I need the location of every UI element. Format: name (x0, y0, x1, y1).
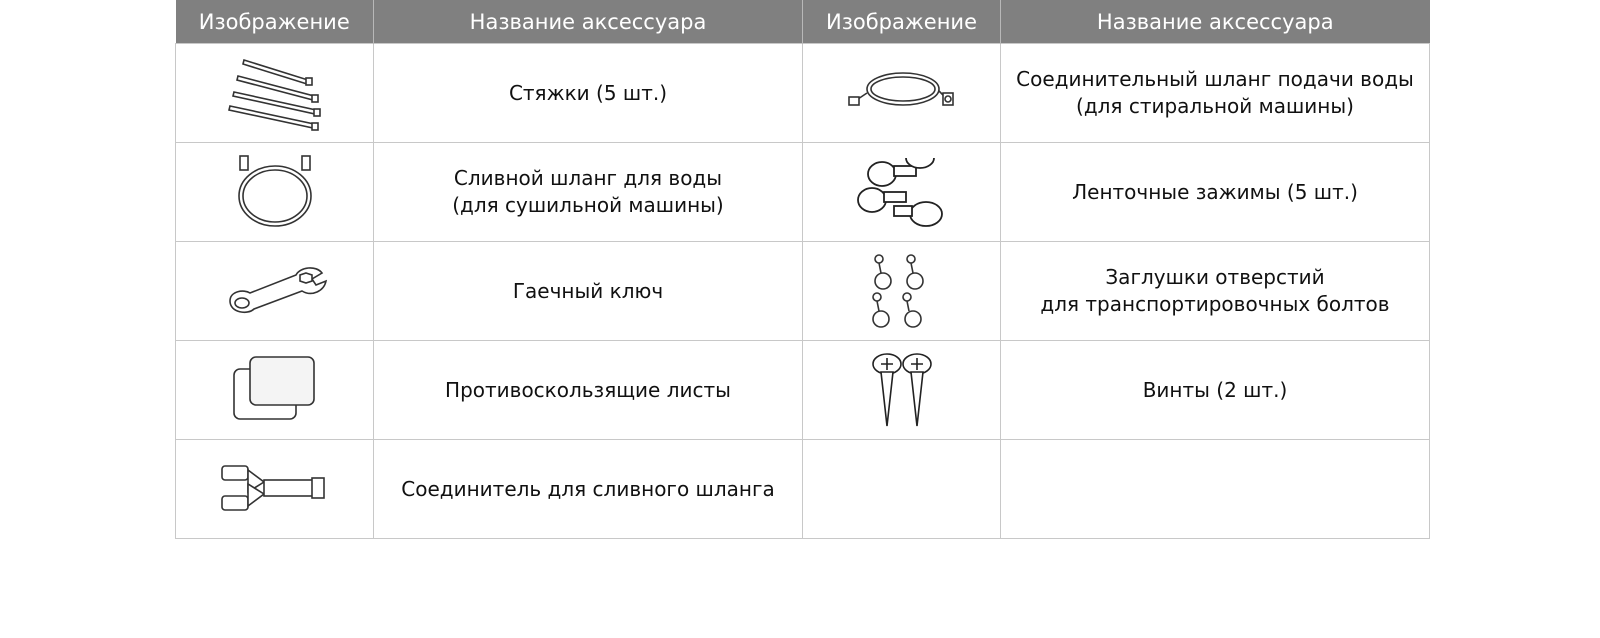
accessory-name: Стяжки (5 шт.) (508, 80, 668, 105)
image-cell (803, 44, 1001, 143)
accessory-name: Сливной шланг для воды (для сушильной машины) (452, 166, 724, 217)
image-cell (803, 341, 1001, 440)
image-cell (803, 242, 1001, 341)
table-row (176, 44, 1430, 143)
table-row (176, 143, 1430, 242)
header-image-right: Изображение (803, 0, 1001, 44)
image-cell (176, 440, 374, 539)
accessory-name: Гаечный ключ (512, 278, 664, 303)
accessory-name: Соединитель для сливного шланга (401, 476, 775, 501)
accessory-name: Заглушки отверстий для транспортировочных болтов (1040, 265, 1390, 316)
cable-ties-icon (220, 50, 330, 136)
name-cell (374, 440, 803, 539)
screws-icon (867, 350, 937, 430)
image-cell (176, 242, 374, 341)
image-cell (176, 143, 374, 242)
name-cell (1001, 341, 1430, 440)
header-name-left: Название аксессуара (374, 0, 803, 44)
accessories-table (175, 0, 1430, 539)
name-cell (1001, 440, 1430, 539)
water-inlet-hose-icon (847, 63, 957, 123)
name-cell (1001, 44, 1430, 143)
wrench-icon (220, 261, 330, 321)
table-header-row (176, 0, 1430, 44)
anti-slip-sheets-icon (230, 355, 320, 425)
name-cell (1001, 242, 1430, 341)
accessory-name: Соединительный шланг подачи воды (для стиральной машины) (1016, 67, 1414, 118)
table-row (176, 341, 1430, 440)
accessory-name: Противоскользящие листы (445, 377, 731, 402)
header-name-right: Название аксессуара (1001, 0, 1430, 44)
table-row (176, 440, 1430, 539)
image-cell (803, 143, 1001, 242)
image-cell (176, 44, 374, 143)
name-cell (374, 143, 803, 242)
image-cell (176, 341, 374, 440)
drain-hose-connector-icon (220, 464, 330, 514)
drain-hose-icon (230, 152, 320, 232)
name-cell (374, 44, 803, 143)
header-image-left: Изображение (176, 0, 374, 44)
image-cell (803, 440, 1001, 539)
band-clamps-icon (854, 152, 950, 232)
name-cell (1001, 143, 1430, 242)
accessory-name: Винты (2 шт.) (1142, 377, 1288, 402)
name-cell (374, 341, 803, 440)
hole-caps-icon (867, 251, 937, 331)
accessory-name: Ленточные зажимы (5 шт.) (1072, 179, 1358, 204)
table-row (176, 242, 1430, 341)
name-cell (374, 242, 803, 341)
